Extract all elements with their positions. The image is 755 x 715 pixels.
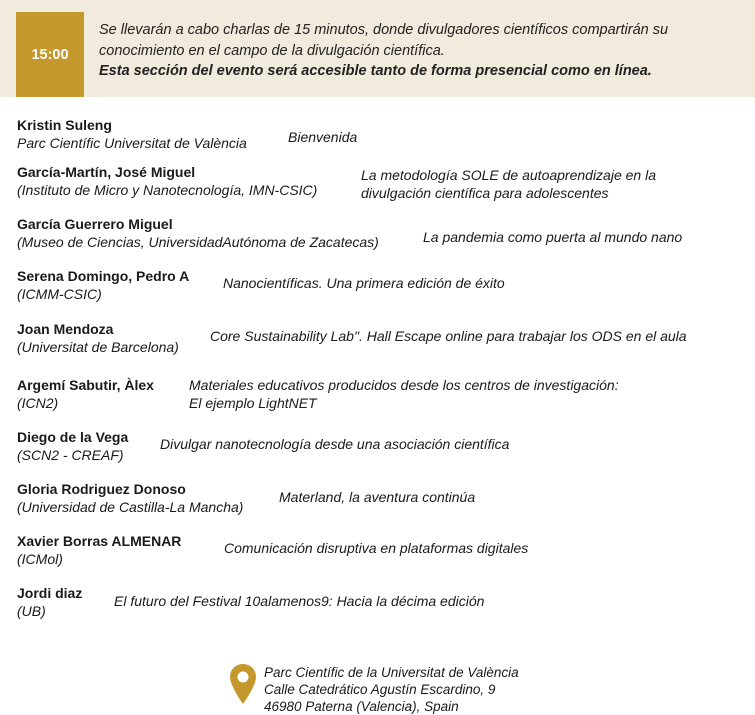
- talk-title-line: Materland, la aventura continúa: [279, 489, 476, 505]
- speaker-affiliation: (Instituto de Micro y Nanotecnología, IMN-CSIC): [17, 182, 318, 198]
- speaker-name: Joan Mendoza: [17, 321, 114, 337]
- talk-title-line: Comunicación disruptiva en plataformas digitales: [224, 540, 529, 556]
- talk-title: [224, 539, 528, 557]
- speaker-entry: [17, 320, 179, 356]
- speaker-entry: [17, 267, 189, 303]
- talk-title-line: Nanocientíficas. Una primera edición de éxito: [223, 275, 505, 291]
- talk-title-line: Divulgar nanotecnología desde una asociación científica: [160, 436, 510, 452]
- speaker-affiliation: (ICN2): [17, 395, 59, 411]
- speaker-entry: [17, 163, 317, 199]
- speaker-affiliation: (SCN2 - CREAF): [17, 447, 124, 463]
- talk-title: [423, 228, 682, 246]
- speaker-affiliation: (UB): [17, 603, 46, 619]
- venue-city: 46980 Paterna (Valencia), Spain: [264, 699, 459, 714]
- venue-address: [264, 664, 564, 715]
- talk-title-line: El ejemplo LightNET: [189, 395, 317, 411]
- venue-name: Parc Científic de la Universitat de València: [264, 665, 519, 680]
- speaker-entry: [17, 584, 82, 620]
- speaker-name: Xavier Borras ALMENAR: [17, 533, 182, 549]
- session-description: [99, 20, 739, 82]
- speaker-affiliation: (Museo de Ciencias, UniversidadAutónoma de Zacatecas): [17, 234, 379, 250]
- talk-title-line: Core Sustainability Lab". Hall Escape online para trabajar los ODS en el aula: [210, 328, 687, 344]
- speaker-affiliation: Parc Científic Universitat de València: [17, 135, 247, 151]
- speaker-affiliation: (ICMol): [17, 551, 63, 567]
- talk-title: [361, 166, 656, 202]
- speaker-name: Diego de la Vega: [17, 429, 129, 445]
- speaker-affiliation: (Universitat de Barcelona): [17, 339, 179, 355]
- speaker-entry: [17, 480, 243, 516]
- talk-title: [288, 128, 357, 146]
- speaker-entry: [17, 215, 379, 251]
- talk-title: [210, 327, 687, 345]
- speaker-name: Argemí Sabutir, Àlex: [17, 377, 154, 393]
- talk-title-line: La metodología SOLE de autoaprendizaje en la: [361, 167, 656, 183]
- talk-title-line: La pandemia como puerta al mundo nano: [423, 229, 683, 245]
- speaker-entry: [17, 376, 154, 412]
- speaker-name: Serena Domingo, Pedro A: [17, 268, 190, 284]
- speaker-name: Gloria Rodriguez Donoso: [17, 481, 186, 497]
- talk-title-line: Materiales educativos producidos desde los centros de investigación:: [189, 377, 619, 393]
- talk-title-line: Bienvenida: [288, 129, 358, 145]
- talk-title: [114, 592, 484, 610]
- speaker-entry: [17, 428, 128, 464]
- speaker-entry: [17, 532, 181, 568]
- talk-title: [189, 376, 619, 412]
- talk-title: [279, 488, 475, 506]
- speaker-entry: [17, 116, 247, 152]
- talk-title-line: El futuro del Festival 10alamenos9: Hacia la décima edición: [114, 593, 485, 609]
- talk-title: [223, 274, 505, 292]
- description-line-1: Se llevarán a cabo charlas de 15 minutos, donde divulgadores científicos compartirán su: [99, 22, 669, 38]
- description-line-2: conocimiento en el campo de la divulgación científica.: [99, 42, 445, 59]
- session-banner: [0, 0, 755, 97]
- speaker-name: García Guerrero Miguel: [17, 216, 173, 232]
- speaker-name: Kristin Suleng: [17, 117, 112, 133]
- description-line-3: Esta sección del evento será accesible tanto de forma presencial como en línea.: [99, 63, 652, 79]
- speaker-affiliation: (ICMM-CSIC): [17, 286, 102, 302]
- talk-title-line: divulgación científica para adolescentes: [361, 185, 609, 201]
- speaker-name: Jordi diaz: [17, 585, 83, 601]
- speaker-name: García-Martín, José Miguel: [17, 164, 196, 180]
- map-pin-icon: [229, 663, 257, 705]
- talk-title: [160, 435, 509, 453]
- venue-street: Calle Catedrático Agustín Escardino, 9: [264, 682, 496, 697]
- speaker-affiliation: (Universidad de Castilla-La Mancha): [17, 499, 244, 515]
- session-time: 15:00: [16, 12, 84, 97]
